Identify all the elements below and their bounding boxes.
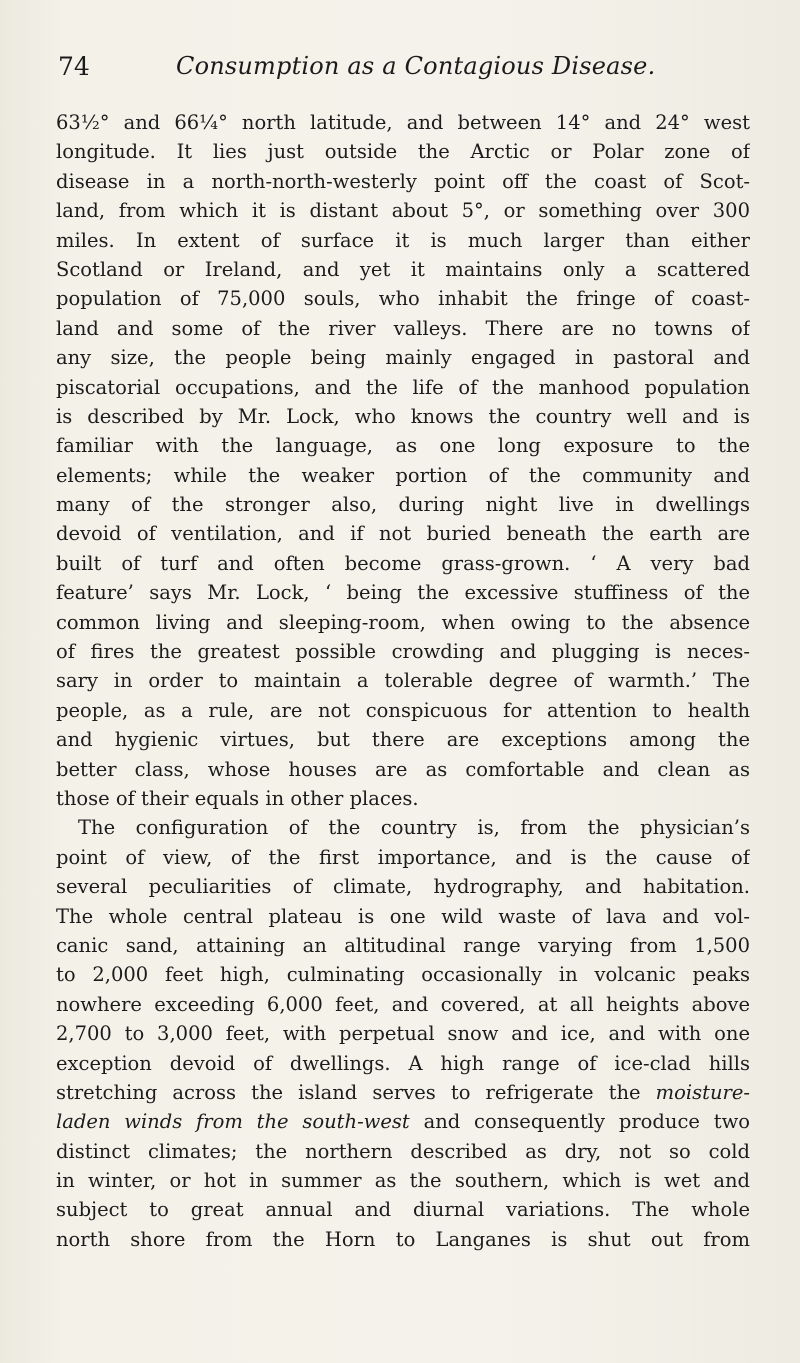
text-line-with-italic: [56, 1107, 750, 1136]
text-line: feature’ says Mr. Lock, ‘ being the excessive stuffiness of the: [56, 581, 750, 605]
text-line: common living and sleeping-room, when owing to the absence: [56, 610, 750, 634]
text-line: 2,700 to 3,000 feet, with perpetual snow and ice, and with one: [56, 1022, 750, 1046]
line-text: and consequently produce two: [423, 1110, 750, 1134]
text-line: longitude. It lies just outside the Arctic or Polar zone of: [56, 140, 750, 164]
text-line: piscatorial occupations, and the life of the manhood population: [56, 375, 750, 399]
text-line: exception devoid of dwellings. A high range of ice-clad hills: [56, 1051, 750, 1075]
text-line: many of the stronger also, during night live in dwellings: [56, 493, 750, 517]
text-line: nowhere exceeding 6,000 feet, and covered, at all heights above: [56, 992, 750, 1016]
text-line: sary in order to maintain a tolerable degree of warmth.’ The: [56, 669, 750, 693]
text-line: devoid of ventilation, and if not buried beneath the earth are: [56, 522, 750, 546]
text-line: point of view, of the first importance, and is the cause of: [56, 845, 750, 869]
text-line: elements; while the weaker portion of the community and: [56, 463, 750, 487]
text-line: subject to great annual and diurnal variations. The whole: [56, 1198, 750, 1222]
text-line: familiar with the language, as one long exposure to the: [56, 434, 750, 458]
running-title: Consumption as a Contagious Disease.: [176, 52, 656, 80]
text-line: in winter, or hot in summer as the southern, which is wet and: [56, 1169, 750, 1193]
text-line: land, from which it is distant about 5°, or something over 300: [56, 199, 750, 223]
text-line: population of 75,000 souls, who inhabit the fringe of coast-: [56, 287, 750, 311]
italic-phrase: laden winds from the south-west: [56, 1110, 410, 1134]
text-line: several peculiarities of climate, hydrography, and habitation.: [56, 875, 750, 899]
text-line: disease in a north-north-westerly point off the coast of Scot-: [56, 169, 750, 193]
italic-phrase: moisture-: [655, 1080, 750, 1104]
text-line: Scotland or Ireland, and yet it maintains only a scattered: [56, 257, 750, 281]
text-line: 63½° and 66¼° north latitude, and between 14° and 24° west: [56, 111, 750, 134]
text-line: land and some of the river valleys. There are no towns of: [56, 316, 750, 340]
text-line: to 2,000 feet high, culminating occasionally in volcanic peaks: [56, 963, 750, 987]
text-line: miles. In extent of surface it is much larger than either: [56, 228, 750, 252]
text-line: any size, the people being mainly engaged in pastoral and: [56, 346, 750, 370]
text-line: better class, whose houses are as comfortable and clean as: [56, 757, 750, 781]
text-line: canic sand, attaining an altitudinal range varying from 1,500: [56, 933, 750, 957]
text-line-with-italic: [56, 1078, 750, 1107]
text-line: is described by Mr. Lock, who knows the country well and is: [56, 404, 750, 428]
text-line: those of their equals in other places.: [56, 786, 419, 810]
page-number: 74: [58, 52, 90, 81]
text-line: of fires the greatest possible crowding and plugging is neces-: [56, 640, 750, 664]
text-line: The whole central plateau is one wild waste of lava and vol-: [56, 904, 750, 928]
text-line: people, as a rule, are not conspicuous for attention to health: [56, 698, 750, 722]
text-line: and hygienic virtues, but there are exceptions among the: [56, 728, 750, 752]
text-line: built of turf and often become grass-grown. ‘ A very bad: [56, 551, 750, 575]
paragraph-start-line: The configuration of the country is, from the physician’s: [78, 816, 750, 840]
line-text: stretching across the island serves to refrigerate the: [56, 1080, 641, 1104]
text-line: north shore from the Horn to Langanes is shut out from: [56, 1227, 750, 1251]
body-text: [56, 108, 750, 1254]
page-header: [58, 52, 748, 84]
text-line: distinct climates; the northern described as dry, not so cold: [56, 1139, 750, 1163]
